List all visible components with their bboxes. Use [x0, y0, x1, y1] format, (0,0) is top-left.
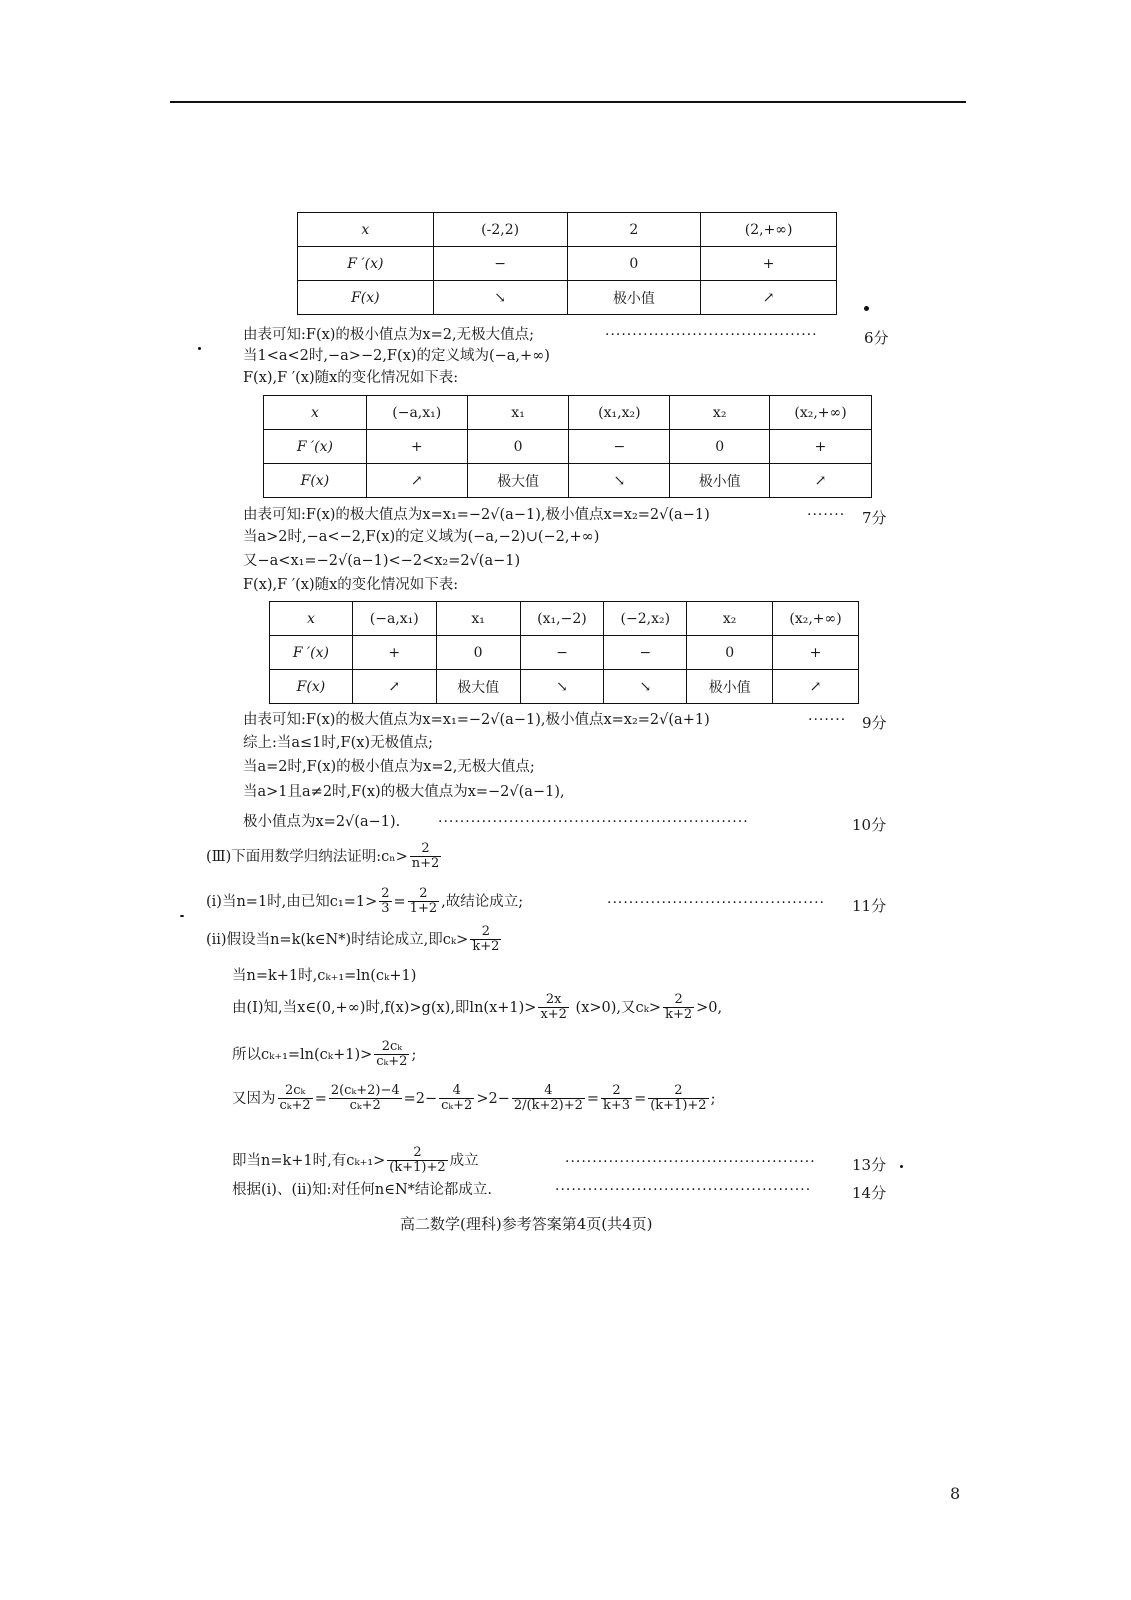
- text-fragment: (ii)假设当n=k(k∈N*)时结论成立,即cₖ>: [206, 931, 469, 948]
- text-line: 又因为 $\frac{\text{2cₖ}}{\text{cₖ+2}}$ = $\frac{\text{2(cₖ+2)−4}}{\text{cₖ+2}}$ =2− $\frac{4}{\text{cₖ+2}}$ >2− $\frac{4}{2/(k+2)+2}$ = $\frac{2}{k+3}$ = $\frac{2}{(k+1)+2}$ ;: [232, 1083, 716, 1114]
- fraction: [387, 1146, 447, 1176]
- numerator: 2cₖ: [278, 1084, 313, 1099]
- text-line: 当a>2时,−a<−2,F(x)的定义域为(−a,−2)∪(−2,+∞): [243, 529, 600, 545]
- table-cell: x: [264, 396, 367, 430]
- table-cell: 0: [687, 636, 773, 670]
- table-cell: F(x): [270, 670, 353, 704]
- text-line: [206, 925, 503, 955]
- fraction: [512, 1084, 585, 1114]
- numerator: 2x: [538, 993, 569, 1008]
- text-fragment: >2−: [476, 1090, 510, 1107]
- table-cell: 极大值: [467, 464, 569, 498]
- denominator: 2/(k+2)+2: [513, 1098, 583, 1114]
- text-fragment: ,故结论成立;: [441, 893, 524, 910]
- table-cell: +: [773, 636, 859, 670]
- score-mark: 14分: [852, 1184, 887, 1202]
- table-row: [298, 247, 837, 281]
- denominator: cₖ+2: [441, 1098, 473, 1114]
- variation-table-1: [297, 212, 837, 315]
- scan-speck: [864, 306, 869, 311]
- text-fragment: 成立: [449, 1152, 479, 1169]
- text-fragment: 又因为: [232, 1090, 276, 1107]
- numerator: 2: [648, 1084, 708, 1099]
- score-mark: 9分: [862, 714, 887, 732]
- table-cell: x: [298, 213, 434, 247]
- text-line: [232, 1040, 416, 1070]
- fraction: [663, 993, 694, 1023]
- text-fragment: =2−: [403, 1090, 438, 1107]
- table-cell: F ′(x): [270, 636, 353, 670]
- table-cell: (−a,x₁): [366, 396, 467, 430]
- denominator: x+2: [540, 1007, 567, 1023]
- dot-leader: ·······: [808, 712, 847, 728]
- numerator: 2cₖ: [374, 1040, 409, 1055]
- header-rule: [170, 101, 966, 103]
- table-cell: ↘: [520, 670, 604, 704]
- denominator: cₖ+2: [376, 1054, 408, 1070]
- text-line: [232, 1146, 479, 1176]
- denominator: k+2: [472, 939, 500, 955]
- table-cell: 0: [467, 430, 569, 464]
- scan-speck: [900, 1165, 903, 1168]
- text-fragment: 所以cₖ₊₁=ln(cₖ+1)>: [232, 1046, 373, 1063]
- table-cell: ↘: [604, 670, 687, 704]
- table-cell: ↘: [569, 464, 670, 498]
- score-mark: 7分: [862, 509, 887, 527]
- text-fragment: (i)当n=1时,由已知c₁=1>: [206, 893, 378, 910]
- table-cell: −: [520, 636, 604, 670]
- fraction: [374, 1040, 409, 1070]
- table-cell: +: [352, 636, 436, 670]
- table-cell: ↗: [773, 670, 859, 704]
- numerator: 2: [408, 887, 439, 902]
- table-cell: ↗: [701, 281, 837, 315]
- text-line: F(x),F ′(x)随x的变化情况如下表:: [243, 370, 459, 386]
- numerator: 2: [387, 1146, 447, 1161]
- table-cell: 2: [567, 213, 701, 247]
- text-line: 由表可知:F(x)的极大值点为x=x₁=−2√(a−1),极小值点x=x₂=2√(a−1): [243, 507, 710, 523]
- table-row: [298, 281, 837, 315]
- fraction: [379, 887, 391, 917]
- text-fragment: (x>0),又cₖ>: [575, 999, 662, 1016]
- table-cell: x: [270, 602, 353, 636]
- variation-table-3: [269, 601, 859, 704]
- numerator: 2: [470, 925, 501, 940]
- denominator: (k+1)+2: [389, 1160, 446, 1176]
- table-cell: x₂: [687, 602, 773, 636]
- dot-leader: ···············································: [555, 1182, 812, 1198]
- dot-leader: ·······: [807, 507, 846, 523]
- dot-leader: ·························································: [438, 814, 749, 830]
- table-row: [264, 464, 872, 498]
- denominator: (k+1)+2: [650, 1098, 707, 1114]
- fraction: [648, 1084, 708, 1114]
- scan-speck: [198, 347, 201, 350]
- text-line: 当1<a<2时,−a>−2,F(x)的定义域为(−a,+∞): [243, 348, 550, 364]
- table-cell: 极大值: [436, 670, 520, 704]
- table-cell: (x₁,−2): [520, 602, 604, 636]
- table-row: [270, 670, 859, 704]
- text-line: 极小值点为x=2√(a−1).: [243, 814, 401, 830]
- text-line: [206, 842, 443, 872]
- numerator: 2: [410, 842, 442, 857]
- denominator: k+2: [665, 1007, 693, 1023]
- table-cell: x₂: [670, 396, 770, 430]
- dot-leader: ········································: [607, 895, 826, 911]
- table-cell: 0: [567, 247, 701, 281]
- table-cell: F(x): [264, 464, 367, 498]
- text-line: 根据(i)、(ii)知:对任何n∈N*结论都成立.: [232, 1182, 493, 1198]
- table-cell: (−a,x₁): [352, 602, 436, 636]
- table-cell: x₁: [436, 602, 520, 636]
- table-cell: 0: [670, 430, 770, 464]
- page-number: 8: [950, 1484, 961, 1503]
- numerator: 2: [663, 993, 694, 1008]
- dot-leader: ·······································: [605, 327, 818, 343]
- table-cell: +: [770, 430, 872, 464]
- numerator: 4: [439, 1084, 474, 1099]
- score-mark: 13分: [852, 1156, 887, 1174]
- fraction: [278, 1084, 313, 1114]
- table-cell: 极小值: [687, 670, 773, 704]
- text-line: 又−a<x₁=−2√(a−1)<−2<x₂=2√(a−1): [243, 553, 521, 569]
- denominator: 3: [381, 901, 390, 917]
- table-cell: (2,+∞): [701, 213, 837, 247]
- table-row: [270, 636, 859, 670]
- text-line: 当a>1且a≠2时,F(x)的极大值点为x=−2√(a−1),: [243, 784, 565, 800]
- denominator: cₖ+2: [349, 1098, 381, 1114]
- text-fragment: ;: [710, 1090, 716, 1107]
- table-cell: (−2,x₂): [604, 602, 687, 636]
- table-cell: −: [433, 247, 567, 281]
- score-mark: 10分: [852, 816, 887, 834]
- denominator: n+2: [411, 856, 440, 872]
- fraction: [329, 1084, 402, 1114]
- text-fragment: (Ⅲ)下面用数学归纳法证明:cₙ>: [206, 848, 408, 865]
- table-row: [264, 396, 872, 430]
- table-cell: ↗: [366, 464, 467, 498]
- scan-speck: [180, 915, 184, 917]
- fraction: [410, 842, 442, 872]
- table-cell: 0: [436, 636, 520, 670]
- table-cell: F ′(x): [298, 247, 434, 281]
- table-cell: −: [569, 430, 670, 464]
- text-fragment: 即当n=k+1时,有cₖ₊₁>: [232, 1152, 386, 1169]
- table-cell: (x₂,+∞): [770, 396, 872, 430]
- table-cell: F(x): [298, 281, 434, 315]
- text-line: 当n=k+1时,cₖ₊₁=ln(cₖ+1): [232, 968, 417, 984]
- page-footer: 高二数学(理科)参考答案第4页(共4页): [400, 1215, 653, 1233]
- table-cell: +: [701, 247, 837, 281]
- table-cell: ↗: [352, 670, 436, 704]
- table-cell: ↗: [770, 464, 872, 498]
- denominator: cₖ+2: [279, 1098, 311, 1114]
- table-row: [298, 213, 837, 247]
- numerator: 2: [601, 1084, 632, 1099]
- text-line: 综上:当a≤1时,F(x)无极值点;: [243, 735, 433, 751]
- table-cell: (x₁,x₂): [569, 396, 670, 430]
- text-line: (i)当n=1时,由已知c₁=1> $\frac{2}{3}$ = $\frac{2}{1+2}$ ,故结论成立;: [206, 886, 524, 917]
- fraction: [439, 1084, 474, 1114]
- table-cell: F ′(x): [264, 430, 367, 464]
- text-line: F(x),F ′(x)随x的变化情况如下表:: [243, 577, 459, 593]
- denominator: k+3: [603, 1098, 631, 1114]
- table-row: [264, 430, 872, 464]
- denominator: 1+2: [409, 901, 438, 917]
- text-fragment: ;: [411, 1046, 417, 1063]
- text-line: 当a=2时,F(x)的极小值点为x=2,无极大值点;: [243, 759, 535, 775]
- text-fragment: 由(Ⅰ)知,当x∈(0,+∞)时,f(x)>g(x),即ln(x+1)>: [232, 999, 537, 1016]
- numerator: 2: [381, 886, 390, 901]
- text-fragment: >0,: [696, 999, 723, 1016]
- score-mark: 11分: [852, 897, 887, 915]
- text-line: [232, 993, 722, 1023]
- numerator: 4: [512, 1084, 585, 1099]
- fraction: [470, 925, 501, 955]
- numerator: 2(cₖ+2)−4: [330, 1083, 400, 1098]
- table-row: [270, 602, 859, 636]
- table-cell: 极小值: [670, 464, 770, 498]
- text-line: 由表可知:F(x)的极小值点为x=2,无极大值点;: [243, 327, 534, 343]
- score-mark: 6分: [864, 329, 889, 347]
- table-cell: (x₂,+∞): [773, 602, 859, 636]
- table-cell: +: [366, 430, 467, 464]
- fraction: [538, 993, 569, 1023]
- table-cell: x₁: [467, 396, 569, 430]
- table-cell: ↘: [433, 281, 567, 315]
- table-cell: (-2,2): [433, 213, 567, 247]
- table-cell: 极小值: [567, 281, 701, 315]
- text-line: 由表可知:F(x)的极大值点为x=x₁=−2√(a−1),极小值点x=x₂=2√(a+1): [243, 712, 710, 728]
- table-cell: −: [604, 636, 687, 670]
- variation-table-2: [263, 395, 872, 498]
- fraction: [408, 887, 439, 917]
- dot-leader: ··············································: [565, 1154, 816, 1170]
- fraction: [601, 1084, 632, 1114]
